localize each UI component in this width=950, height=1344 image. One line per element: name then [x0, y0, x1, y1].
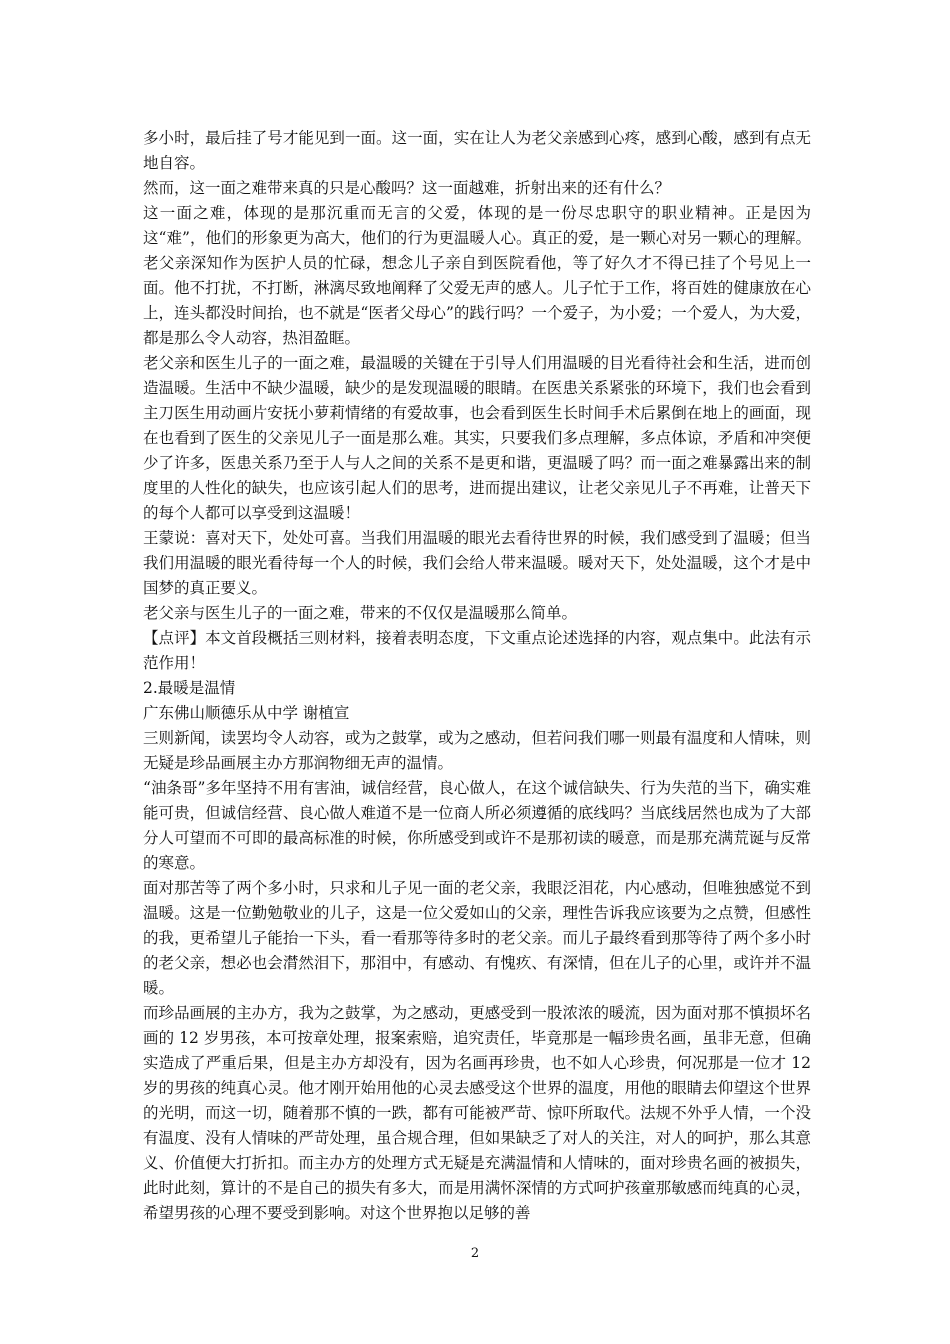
paragraph: 而珍品画展的主办方，我为之鼓掌，为之感动，更感受到一股浓浓的暖流，因为面对那不慎损坏名画的 12 岁男孩，本可按章处理，报案索赔，追究责任，毕竟那是一幅珍贵名画，虽非无意，但确实造成了严重后果，但是主办方却没有，因为名画再珍贵，也不如人心珍贵，何况那是一位才 12 岁的男孩的纯真心灵。他才刚开始用他的心灵去感受这个世界的温度，用他的眼睛去仰望这个世界的光明，而这一切，随着那不慎的一跌，都有可能被严苛、惊吓所取代。法规不外乎人情，一个没有温度、没有人情味的严苛处理，虽合规合理，但如果缺乏了对人的关注，对人的呵护，那么其意义、价值便大打折扣。而主办方的处理方式无疑是充满温情和人情味的，面对珍贵名画的被损失，此时此刻，算计的不是自己的损失有多大，而是用满怀深情的方式呵护孩童那敏感而纯真的心灵，希望男孩的心理不要受到影响。对这个世界抱以足够的善: [143, 1004, 811, 1222]
paragraph: 面对那苦等了两个多小时，只求和儿子见一面的老父亲，我眼泛泪花，内心感动，但唯独感觉不到温暖。这是一位勤勉敬业的儿子，这是一位父爱如山的父亲，理性告诉我应该要为之点赞，但感性的我，更希望儿子能抬一下头，看一看那等待多时的老父亲。而儿子最终看到那等待了两个多小时的老父亲，想必也会潸然泪下，那泪中，有感动、有愧疚、有深情，但在儿子的心里，或许并不温暖。: [143, 879, 811, 997]
paragraph: 然而，这一面之难带来真的只是心酸吗？这一面越难，折射出来的还有什么？: [143, 179, 671, 197]
paragraph: 老父亲与医生儿子的一面之难，带来的不仅仅是温暖那么简单。: [143, 604, 578, 622]
paragraph: “油条哥”多年坚持不用有害油，诚信经营，良心做人，在这个诚信缺失、行为失范的当下，确实难能可贵，但诚信经营、良心做人难道不是一位商人所必须遵循的底线吗？当底线居然也成为了大部分人可望而不可即的最高标准的时候，你所感受到或许不是那初读的暖意，而是那充满荒诞与反常的寒意。: [143, 779, 811, 872]
section-heading: 2.最暖是温情: [143, 679, 236, 697]
paragraph: 这一面之难，体现的是那沉重而无言的父爱，体现的是一份尽忠职守的职业精神。正是因为这“难”，他们的形象更为高大，他们的行为更温暖人心。真正的爱，是一颗心对另一颗心的理解。老父亲深知作为医护人员的忙碌，想念儿子亲自到医院看他，等了好久才不得已挂了个号见上一面。他不打扰，不打断，淋漓尽致地阐释了父爱无声的感人。儿子忙于工作，将百姓的健康放在心上，连头都没时间抬，也不就是“医者父母心”的践行吗？一个爱子，为小爱；一个爱人，为大爱，都是那么令人动容，热泪盈眶。: [143, 204, 811, 347]
author-line: 广东佛山顺德乐从中学 谢植宣: [143, 704, 350, 722]
paragraph: 老父亲和医生儿子的一面之难，最温暖的关键在于引导人们用温暖的目光看待社会和生活，进而创造温暖。生活中不缺少温暖，缺少的是发现温暖的眼睛。在医患关系紧张的环境下，我们也会看到主刀医生用动画片安抚小萝莉情绪的有爱故事，也会看到医生长时间手术后累倒在地上的画面，现在也看到了医生的父亲见儿子一面是那么难。其实，只要我们多点理解，多点体谅，矛盾和冲突便少了许多，医患关系乃至于人与人之间的关系不是更和谐，更温暖了吗？而一面之难暴露出来的制度里的人性化的缺失，也应该引起人们的思考，进而提出建议，让老父亲见儿子不再难，让普天下的每个人都可以享受到这温暖！: [143, 354, 811, 522]
document-body: [143, 126, 811, 1226]
commentary-paragraph: 【点评】本文首段概括三则材料，接着表明态度，下文重点论述选择的内容，观点集中。此法有示范作用！: [143, 629, 811, 672]
paragraph: 三则新闻，读罢均令人动容，或为之鼓掌，或为之感动，但若问我们哪一则最有温度和人情味，则无疑是珍品画展主办方那润物细无声的温情。: [143, 729, 811, 772]
paragraph: 多小时，最后挂了号才能见到一面。这一面，实在让人为老父亲感到心疼，感到心酸，感到有点无地自容。: [143, 129, 811, 172]
paragraph: 王蒙说：喜对天下，处处可喜。当我们用温暖的眼光去看待世界的时候，我们感受到了温暖；但当我们用温暖的眼光看待每一个人的时候，我们会给人带来温暖。暖对天下，处处温暖，这个才是中国梦的真正要义。: [143, 529, 811, 597]
page-number: 2: [470, 1246, 480, 1261]
